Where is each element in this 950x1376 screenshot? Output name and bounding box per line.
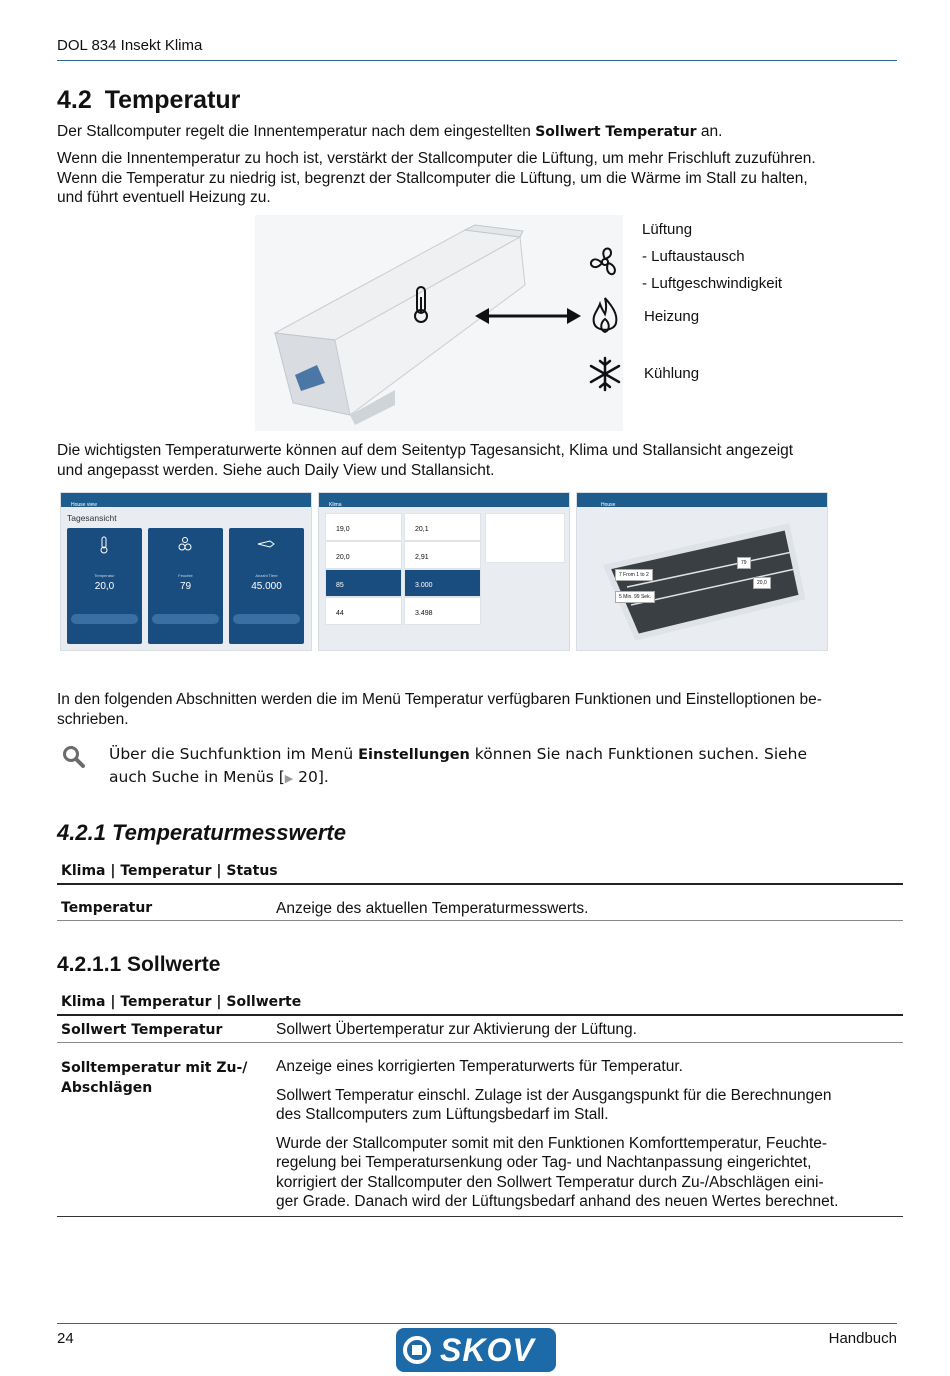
climate-tile[interactable] <box>404 569 481 597</box>
climate-tile[interactable] <box>325 569 402 597</box>
desc-line: regelung bei Temperatursenkung oder Tag- und Nachtanpassung eingerichtet, <box>276 1154 812 1171</box>
label-luftgeschwindigkeit: - Luftgeschwindigkeit <box>642 275 783 292</box>
tile-value: 19,0 <box>336 526 350 533</box>
card-label: Temperatur <box>94 573 115 578</box>
search-tip <box>109 743 807 790</box>
climate-tile[interactable] <box>325 513 402 541</box>
section-name: Temperatur <box>104 86 241 114</box>
desc-line: korrigiert der Stallcomputer den Sollwert Temperatur durch Zu-/Abschlägen eini- <box>276 1173 824 1191</box>
desc-line: ger Grade. Danach wird der Lüftungsbedarf anhand des neuen Wertes berechnet. <box>276 1193 839 1210</box>
logo-mark-icon <box>402 1335 432 1365</box>
footer-divider <box>57 1323 897 1324</box>
desc-paragraph <box>276 1134 901 1212</box>
views-paragraph <box>57 441 793 480</box>
snowflake-icon <box>587 356 623 392</box>
card-label: Feuchte <box>178 573 193 578</box>
following-paragraph <box>57 690 822 729</box>
card-label: Anzahl Tiere <box>255 573 278 578</box>
value-slider[interactable] <box>152 614 219 624</box>
page-number: 24 <box>57 1330 74 1347</box>
tip-text: auch <box>109 768 152 786</box>
screenshot-klima <box>318 492 570 651</box>
tile-value: 3.000 <box>415 582 433 589</box>
table-desc: Sollwert Übertemperatur zur Aktivierung der Lüftung. <box>276 1021 637 1038</box>
tip-text-end: können Sie nach Funktionen suchen. Siehe <box>469 745 808 763</box>
section-number: 4.2 <box>57 86 92 114</box>
app-bar-title: Klima <box>329 502 342 508</box>
section-title <box>57 86 240 115</box>
flame-icon <box>590 296 620 336</box>
table-term: Sollwert Temperatur <box>61 1022 223 1038</box>
header-divider <box>57 60 897 61</box>
control-paragraph <box>57 149 816 208</box>
control-line: Wenn die Innentemperatur zu hoch ist, verstärkt der Stallcomputer die Lüftung, um mehr Frischluft zuzuführen. <box>57 150 816 167</box>
desc-paragraph <box>276 1086 901 1125</box>
intro-text-end: an. <box>696 123 723 140</box>
desc-line: Wurde der Stallcomputer somit mit den Funktionen Komforttemperatur, Feuchte- <box>276 1134 828 1152</box>
link-suche-in-menues[interactable]: Suche in Menüs <box>151 768 274 786</box>
menu-path: Klima | Temperatur | Sollwerte <box>61 994 302 1010</box>
tile-value: 2,91 <box>415 554 429 561</box>
skov-logo <box>396 1328 556 1372</box>
value-slider[interactable] <box>233 614 300 624</box>
following-line: schrieben. <box>57 710 129 728</box>
subsubsection-title: 4.2.1.1 Sollwerte <box>57 953 221 976</box>
card-value: 45.000 <box>251 581 282 592</box>
barn-tag[interactable]: 20,0 <box>753 577 771 589</box>
app-top-bar <box>577 493 827 507</box>
screenshot-stallansicht <box>576 492 828 651</box>
intro-bold-term: Sollwert Temperatur <box>535 124 697 140</box>
control-line: und führt eventuell Heizung zu. <box>57 189 271 206</box>
table-header-rule <box>57 883 903 885</box>
app-bar-title: House <box>601 502 616 508</box>
tile-value: 44 <box>336 610 344 617</box>
barn-tag[interactable]: 5 Min. 99 Sek. <box>615 591 655 603</box>
tip-text: [ <box>273 768 285 786</box>
climate-tile[interactable] <box>404 597 481 625</box>
search-icon <box>62 745 86 769</box>
table-term <box>61 1058 247 1098</box>
card-value: 79 <box>179 581 192 592</box>
desc-line: Sollwert Temperatur einschl. Zulage ist der Ausgangspunkt für die Berechnungen <box>276 1086 832 1104</box>
desc-line: Anzeige eines korrigierten Temperaturwerts für Temperatur. <box>276 1058 683 1075</box>
term-line: Abschlägen <box>61 1080 153 1096</box>
screenshot-tagesansicht <box>60 492 312 651</box>
tip-bold-term: Einstellungen <box>358 747 470 763</box>
tile-value: 3.498 <box>415 610 433 617</box>
table-term: Temperatur <box>61 900 153 916</box>
climate-tile[interactable] <box>404 541 481 569</box>
intro-paragraph <box>57 122 722 143</box>
fan-icon <box>587 244 623 280</box>
app-top-bar <box>319 493 569 507</box>
climate-tile[interactable] <box>325 541 402 569</box>
label-kuehlung: Kühlung <box>644 365 700 382</box>
climate-tile[interactable] <box>404 513 481 541</box>
desc-line: des Stallcomputers zum Lüftungsbedarf im Stall. <box>276 1106 609 1123</box>
page-reference[interactable]: 20]. <box>293 768 329 786</box>
climate-tile[interactable] <box>325 597 402 625</box>
tile-value: 85 <box>336 582 344 589</box>
menu-path: Klima | Temperatur | Status <box>61 863 278 879</box>
table-row-rule <box>57 1042 903 1043</box>
tip-text: Über die Suchfunktion im Menü <box>109 745 359 763</box>
thermometer-icon <box>99 536 109 554</box>
views-line: und angepasst werden. Siehe auch Daily View und Stallansicht. <box>57 461 495 479</box>
app-top-bar <box>61 493 311 507</box>
daily-view-heading: Tagesansicht <box>67 513 117 523</box>
control-line: Wenn die Temperatur zu niedrig ist, begrenzt der Stallcomputer die Lüftung, um die Wärme im Stall zu halten, <box>57 169 808 187</box>
table-desc <box>276 1057 901 1212</box>
thermometer-icon <box>411 285 431 325</box>
table-desc: Anzeige des aktuellen Temperaturmesswerts. <box>276 900 589 917</box>
document-header-title: DOL 834 Insekt Klima <box>57 37 203 54</box>
table-end-rule <box>57 1216 903 1217</box>
tile-value: 20,0 <box>336 554 350 561</box>
logo-text: SKOV <box>440 1332 535 1368</box>
label-heizung: Heizung <box>644 308 700 325</box>
card-value: 20,0 <box>94 581 115 592</box>
barn-tag[interactable]: 7 From 1 to 2 <box>615 569 653 581</box>
animals-card[interactable] <box>229 528 304 644</box>
humidity-card[interactable] <box>148 528 223 644</box>
footer-right-label: Handbuch <box>828 1330 897 1347</box>
label-lueftung: Lüftung <box>642 221 693 238</box>
info-panel <box>485 513 565 563</box>
following-line: In den folgenden Abschnitten werden die im Menü Temperatur verfügbaren Funktionen und Einstelloptionen be- <box>57 691 822 708</box>
table-header-rule <box>57 1014 903 1016</box>
term-line: Solltemperatur mit Zu-/ <box>61 1060 248 1076</box>
barn-tag[interactable]: 79 <box>737 557 751 569</box>
page-ref-arrow-icon: ▶ <box>284 772 294 785</box>
tile-value: 20,1 <box>415 526 429 533</box>
views-line: Die wichtigsten Temperaturwerte können auf dem Seitentyp Tagesansicht, Klima und Stallansicht angezeigt <box>57 442 794 459</box>
table-row-rule <box>57 920 903 921</box>
intro-text: Der Stallcomputer regelt die Innentemperatur nach dem eingestellten <box>57 123 536 140</box>
label-luftaustausch: - Luftaustausch <box>642 248 745 265</box>
double-arrow-icon <box>475 306 581 326</box>
temperature-card[interactable] <box>67 528 142 644</box>
drops-icon <box>177 536 193 552</box>
app-bar-title: House view <box>71 502 97 508</box>
subsection-title: 4.2.1 Temperaturmesswerte <box>57 820 346 845</box>
animal-icon <box>256 538 276 550</box>
value-slider[interactable] <box>71 614 138 624</box>
